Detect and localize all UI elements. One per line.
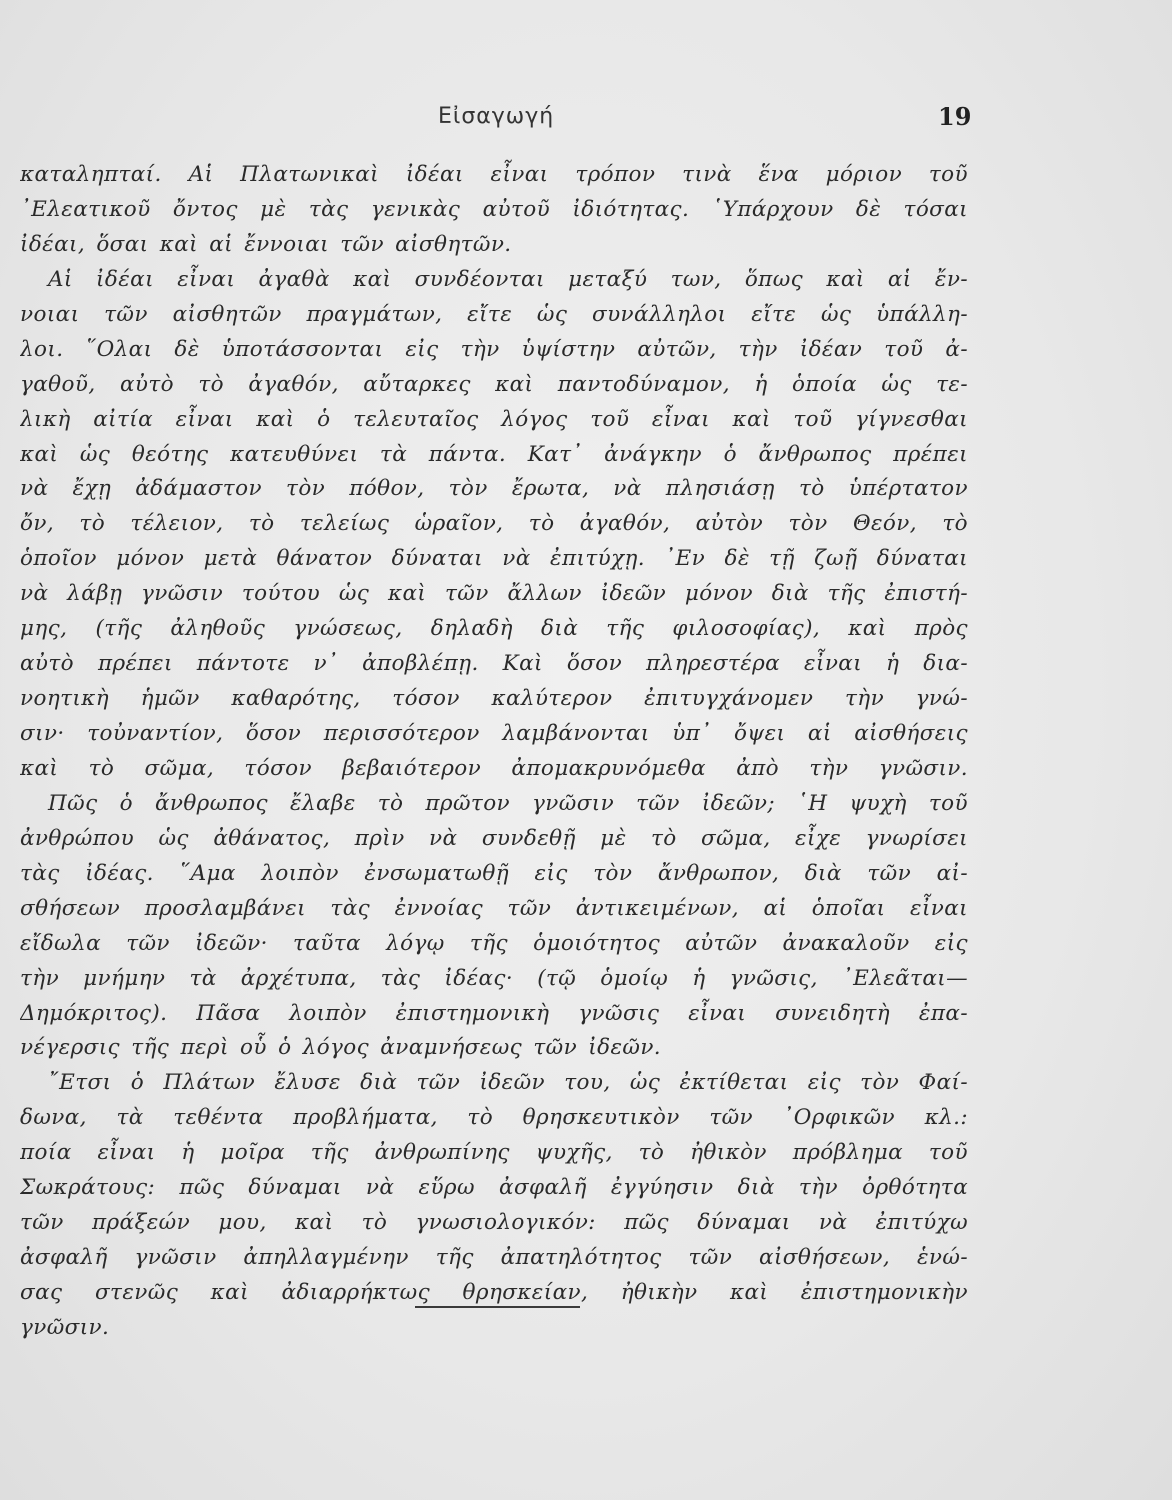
- text-line: σας στενῶς καὶ ἀδιαρρήκτως θρησκείαν, ἠθικὴν καὶ ἐπιστημονικὴν: [20, 1280, 968, 1305]
- page-number: 19: [938, 102, 972, 131]
- text-line: καταληπταί. Αἱ Πλατωνικαὶ ἰδέαι εἶναι τρόπον τινὰ ἕνα μόριον τοῦ: [20, 162, 968, 187]
- text-line: εἴδωλα τῶν ἰδεῶν· ταῦτα λόγῳ τῆς ὁμοιότητος αὐτῶν ἀνακαλοῦν εἰς: [20, 930, 968, 956]
- text-line: Δημόκριτος). Πᾶσα λοιπὸν ἐπιστημονικὴ γνῶσις εἶναι συνειδητὴ ἐπα-: [20, 1000, 968, 1026]
- body-text: [20, 158, 968, 1346]
- text-line: τὴν μνήμην τὰ ἀρχέτυπα, τὰς ἰδέας· (τῷ ὁμοίῳ ἡ γνῶσις, ᾿Ελεᾶται—: [20, 965, 968, 991]
- text-line: νὰ ἔχῃ ἀδάμαστον τὸν πόθον, τὸν ἔρωτα, νὰ πλησιάσῃ τὸ ὑπέρτατον: [20, 476, 968, 502]
- text-line: μης, (τῆς ἀληθοῦς γνώσεως, δηλαδὴ διὰ τῆς φιλοσοφίας), καὶ πρὸς: [20, 616, 968, 642]
- text-line: νοιαι τῶν αἰσθητῶν πραγμάτων, εἴτε ὡς συνάλληλοι εἴτε ὡς ὑπάλλη-: [20, 301, 968, 327]
- text-line: ᾿Ελεατικοῦ ὄντος μὲ τὰς γενικὰς αὐτοῦ ἰδιότητας. ῾Υπάρχουν δὲ τόσαι: [20, 196, 968, 222]
- text-line: Αἱ ἰδέαι εἶναι ἀγαθὰ καὶ συνδέονται μεταξύ των, ὅπως καὶ αἱ ἔν-: [48, 266, 968, 292]
- text-line: ὁποῖον μόνον μετὰ θάνατον δύναται νὰ ἐπιτύχῃ. ᾿Εν δὲ τῇ ζωῇ δύναται: [20, 546, 968, 572]
- page-header: [0, 100, 1172, 140]
- text-line: αὐτὸ πρέπει πάντοτε ν᾿ ἀποβλέπῃ. Καὶ ὅσον πληρεστέρα εἶναι ἡ δια-: [20, 651, 968, 677]
- text-line: ποία εἶναι ἡ μοῖρα τῆς ἀνθρωπίνης ψυχῆς, τὸ ἠθικὸν πρόβλημα τοῦ: [20, 1140, 968, 1166]
- text-line: ἀσφαλῆ γνῶσιν ἀπηλλαγμένην τῆς ἀπατηλότητος τῶν αἰσθήσεων, ἑνώ-: [20, 1245, 968, 1271]
- text-line: γνῶσιν.: [20, 1314, 110, 1340]
- text-line: νὰ λάβῃ γνῶσιν τούτου ὡς καὶ τῶν ἄλλων ἰδεῶν μόνον διὰ τῆς ἐπιστή-: [20, 581, 968, 607]
- text-line: λικὴ αἰτία εἶναι καὶ ὁ τελευταῖος λόγος τοῦ εἶναι καὶ τοῦ γίγνεσθαι: [20, 406, 968, 432]
- text-line: καὶ τὸ σῶμα, τόσον βεβαιότερον ἀπομακρυνόμεθα ἀπὸ τὴν γνῶσιν.: [20, 755, 968, 781]
- text-line: Σωκράτους: πῶς δύναμαι νὰ εὕρω ἀσφαλῆ ἐγγύησιν διὰ τὴν ὀρθότητα: [20, 1175, 968, 1201]
- text-line: καὶ ὡς θεότης κατευθύνει τὰ πάντα. Κατ᾿ ἀνάγκην ὁ ἄνθρωπος πρέπει: [20, 441, 968, 467]
- text-line: ῎Ετσι ὁ Πλάτων ἔλυσε διὰ τῶν ἰδεῶν του, ὡς ἐκτίθεται εἰς τὸν Φαί-: [48, 1070, 968, 1096]
- text-line: σιν· τοὐναντίον, ὅσον περισσότερον λαμβάνονται ὑπ᾿ ὄψει αἱ αἰσθήσεις: [20, 721, 968, 746]
- text-line: τῶν πράξεών μου, καὶ τὸ γνωσιολογικόν: πῶς δύναμαι νὰ ἐπιτύχω: [20, 1210, 968, 1236]
- text-line: ἰδέαι, ὅσαι καὶ αἱ ἔννοιαι τῶν αἰσθητῶν.: [20, 231, 512, 257]
- section-end-rule: [415, 1306, 580, 1308]
- text-line: τὰς ἰδέας. ῞Αμα λοιπὸν ἐνσωματωθῇ εἰς τὸν ἄνθρωπον, διὰ τῶν αἰ-: [20, 860, 968, 886]
- text-line: δωνα, τὰ τεθέντα προβλήματα, τὸ θρησκευτικὸν τῶν ᾿Ορφικῶν κλ.:: [20, 1105, 968, 1131]
- text-line: γαθοῦ, αὐτὸ τὸ ἀγαθόν, αὔταρκες καὶ παντοδύναμον, ἡ ὁποία ὡς τε-: [20, 371, 968, 397]
- text-line: ἀνθρώπου ὡς ἀθάνατος, πρὶν νὰ συνδεθῇ μὲ τὸ σῶμα, εἶχε γνωρίσει: [20, 825, 968, 851]
- running-title: Εἰσαγωγή: [438, 104, 555, 129]
- text-line: Πῶς ὁ ἄνθρωπος ἔλαβε τὸ πρῶτον γνῶσιν τῶν ἰδεῶν; ῾Η ψυχὴ τοῦ: [48, 790, 968, 816]
- text-line: ὄν, τὸ τέλειον, τὸ τελείως ὡραῖον, τὸ ἀγαθόν, αὐτὸν τὸν Θεόν, τὸ: [20, 511, 968, 537]
- text-line: νοητικὴ ἡμῶν καθαρότης, τόσον καλύτερον ἐπιτυγχάνομεν τὴν γνώ-: [20, 686, 968, 712]
- text-line: σθήσεων προσλαμβάνει τὰς ἐννοίας τῶν ἀντικειμένων, αἱ ὁποῖαι εἶναι: [20, 895, 968, 921]
- text-line: νέγερσις τῆς περὶ οὗ ὁ λόγος ἀναμνήσεως τῶν ἰδεῶν.: [20, 1035, 662, 1061]
- text-line: λοι. ῞Ολαι δὲ ὑποτάσσονται εἰς τὴν ὑψίστην αὐτῶν, τὴν ἰδέαν τοῦ ἀ-: [20, 336, 968, 362]
